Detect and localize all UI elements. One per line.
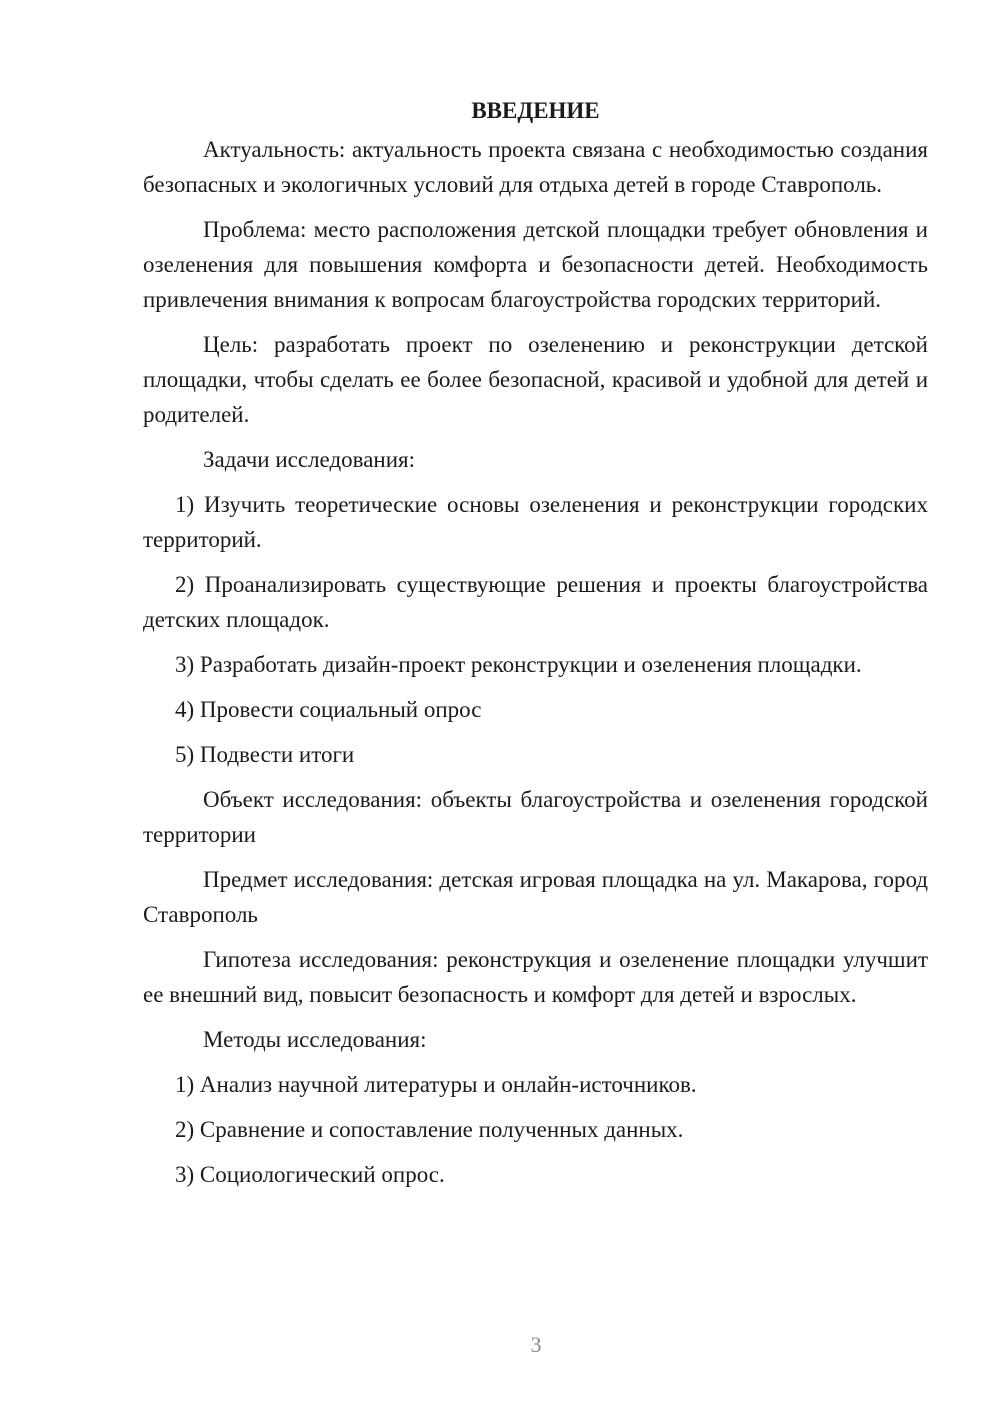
method-item-1: 1) Анализ научной литературы и онлайн-источников. — [175, 1072, 697, 1097]
method-item-3: 3) Социологический опрос. — [175, 1162, 445, 1187]
methods-heading: Методы исследования: — [203, 1027, 427, 1052]
paragraph-object: Объект исследования: объекты благоустройства и озеленения городской территории — [143, 787, 928, 847]
task-item-1: 1) Изучить теоретические основы озеленения и реконструкции городских территорий. — [143, 492, 928, 552]
document-body — [143, 93, 928, 1202]
paragraph-goal: Цель: разработать проект по озеленению и реконструкции детской площадки, чтобы сделать ее более безопасной, красивой и удобной для детей и родителей. — [143, 332, 928, 427]
paragraph-relevance: Актуальность: актуальность проекта связана с необходимостью создания безопасных и экологичных условий для отдыха детей в городе Ставрополь. — [143, 137, 928, 197]
page-number: 3 — [530, 1332, 542, 1357]
task-item-3: 3) Разработать дизайн-проект реконструкции и озеленения площадки. — [175, 652, 862, 677]
task-item-2: 2) Проанализировать существующие решения и проекты благоустройства детских площадок. — [143, 572, 928, 632]
tasks-heading: Задачи исследования: — [203, 447, 416, 472]
method-item-2: 2) Сравнение и сопоставление полученных данных. — [175, 1117, 684, 1142]
paragraph-subject: Предмет исследования: детская игровая площадка на ул. Макарова, город Ставрополь — [143, 867, 928, 927]
paragraph-hypothesis: Гипотеза исследования: реконструкция и озеленение площадки улучшит ее внешний вид, повысит безопасность и комфорт для детей и взрослых. — [143, 947, 928, 1007]
page-title: ВВЕДЕНИЕ — [471, 98, 600, 123]
task-item-4: 4) Провести социальный опрос — [175, 697, 482, 722]
paragraph-problem: Проблема: место расположения детской площадки требует обновления и озеленения для повышения комфорта и безопасности детей. Необходимость привлечения внимания к вопросам благоустройства городских территорий. — [143, 217, 928, 312]
task-item-5: 5) Подвести итоги — [175, 742, 355, 767]
